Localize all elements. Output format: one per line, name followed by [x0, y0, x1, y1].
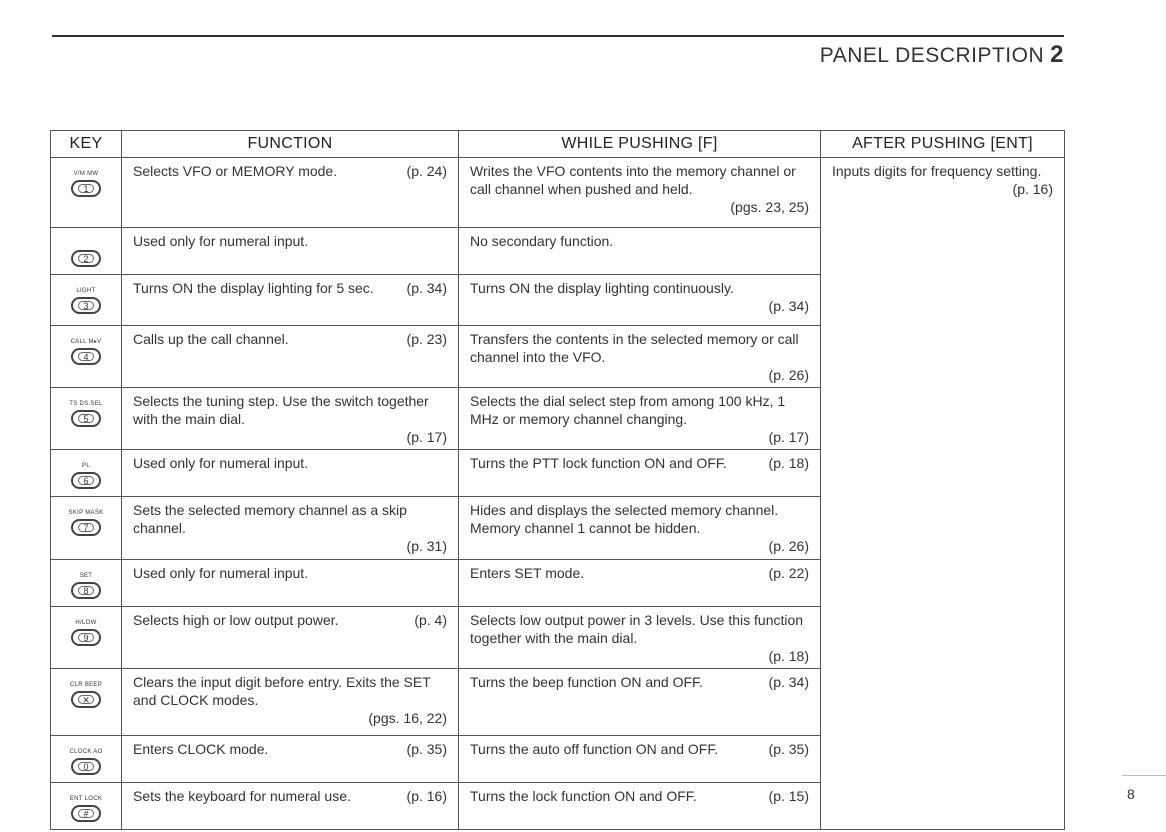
function-text: Used only for numeral input. [133, 565, 309, 581]
function-ref: (p. 24) [406, 163, 447, 179]
while-text: Hides and displays the selected memory channel. Memory channel 1 cannot be hidden. [470, 502, 779, 536]
function-cell [122, 158, 459, 228]
function-ref: (p. 23) [406, 331, 447, 347]
after-ref: (p. 16) [1012, 181, 1053, 197]
key-cell [51, 560, 122, 607]
keypad-button-icon [71, 629, 101, 646]
section-title: PANEL DESCRIPTION [819, 44, 1045, 67]
while-text: Turns the lock function ON and OFF. [470, 788, 697, 804]
key-function-table [50, 130, 1065, 830]
key-digit: ✕ [78, 695, 94, 704]
function-text: Sets the selected memory channel as a skip channel. [133, 502, 407, 536]
key-cell [51, 228, 122, 275]
keypad-button-icon [71, 297, 101, 314]
key-digit: 3 [78, 301, 94, 310]
function-text: Clears the input digit before entry. Exits the SET and CLOCK modes. [133, 674, 431, 708]
function-cell [122, 275, 459, 326]
while-pushing-cell [459, 388, 821, 450]
while-text: Turns ON the display lighting continuously. [470, 280, 734, 296]
function-ref: (p. 34) [406, 280, 447, 296]
key-cell [51, 607, 122, 669]
function-cell [122, 560, 459, 607]
key-digit: 9 [78, 633, 94, 642]
key-secondary-label: PL [82, 463, 90, 469]
while-ref: (p. 26) [768, 367, 809, 383]
while-pushing-cell [459, 497, 821, 560]
keypad-button-icon [71, 519, 101, 536]
while-pushing-cell [459, 607, 821, 669]
while-pushing-cell [459, 560, 821, 607]
key-secondary-label [62, 241, 110, 248]
while-pushing-cell [459, 783, 821, 830]
while-ref: (p. 22) [768, 565, 809, 581]
top-rule [52, 35, 1064, 37]
chapter-number: 2 [1050, 41, 1064, 68]
while-text: Transfers the contents in the selected memory or call channel into the VFO. [470, 331, 799, 365]
while-text: Selects the dial select step from among 100 kHz, 1 MHz or memory channel changing. [470, 393, 786, 427]
function-text: Turns ON the display lighting for 5 sec. [133, 280, 374, 296]
while-pushing-cell [459, 228, 821, 275]
function-text: Used only for numeral input. [133, 455, 309, 471]
key-cell [51, 669, 122, 736]
key-cell [51, 450, 122, 497]
key-secondary-label: V/M MW [73, 171, 99, 177]
while-text: Turns the auto off function ON and OFF. [470, 741, 719, 757]
while-ref: (p. 15) [768, 788, 809, 804]
key-secondary-label: CALL M▸V [70, 339, 102, 345]
after-text: Inputs digits for frequency setting. [832, 163, 1042, 179]
function-ref: (p. 31) [406, 538, 447, 554]
keypad-button-icon [71, 250, 101, 267]
function-cell [122, 388, 459, 450]
while-pushing-cell [459, 326, 821, 388]
key-secondary-label: SKIP MASK [68, 510, 104, 516]
key-digit: 5 [78, 414, 94, 423]
key-digit: 6 [78, 476, 94, 485]
key-cell [51, 158, 122, 228]
key-digit: 8 [78, 586, 94, 595]
function-text: Sets the keyboard for numeral use. [133, 788, 351, 804]
while-text: Selects low output power in 3 levels. Use this function together with the main dial. [470, 612, 804, 646]
keypad-button-icon [71, 691, 101, 708]
keypad-button-icon [71, 758, 101, 775]
function-text: Calls up the call channel. [133, 331, 289, 347]
while-ref: (p. 18) [768, 648, 809, 664]
function-ref: (p. 17) [406, 429, 447, 445]
function-ref: (p. 16) [406, 788, 447, 804]
while-pushing-cell [459, 669, 821, 736]
table-row [51, 158, 1065, 228]
keypad-button-icon [71, 348, 101, 365]
while-ref: (p. 18) [768, 455, 809, 471]
while-pushing-cell [459, 158, 821, 228]
function-cell [122, 736, 459, 783]
function-text: Selects the tuning step. Use the switch together with the main dial. [133, 393, 429, 427]
key-secondary-label: ENT LOCK [69, 796, 103, 802]
while-ref: (p. 35) [768, 741, 809, 757]
function-cell [122, 326, 459, 388]
while-ref: (pgs. 23, 25) [730, 199, 809, 215]
key-digit: 1 [78, 184, 94, 193]
key-secondary-label: TS DS.SEL [69, 401, 103, 407]
function-text: Used only for numeral input. [133, 233, 309, 249]
while-pushing-cell [459, 736, 821, 783]
header-after-pushing: AFTER PUSHING [ENT] [821, 131, 1065, 158]
key-secondary-label: CLOCK AO [69, 749, 103, 755]
keypad-button-icon [71, 472, 101, 489]
key-digit: 2 [78, 254, 94, 263]
while-ref: (p. 34) [768, 674, 809, 690]
function-text: Selects high or low output power. [133, 612, 339, 628]
key-digit: # [78, 809, 94, 818]
function-cell [122, 228, 459, 275]
corner-line [1122, 775, 1166, 776]
function-ref: (p. 35) [406, 741, 447, 757]
header-key: KEY [51, 131, 122, 158]
key-cell [51, 388, 122, 450]
while-text: No secondary function. [470, 233, 614, 249]
key-secondary-label: CLR BEEP [69, 682, 103, 688]
while-text: Turns the PTT lock function ON and OFF. [470, 455, 727, 471]
function-ref: (pgs. 16, 22) [368, 710, 447, 726]
key-cell [51, 326, 122, 388]
key-digit: 0 [78, 762, 94, 771]
key-secondary-label: SET [79, 573, 93, 579]
header-function: FUNCTION [122, 131, 459, 158]
keypad-button-icon [71, 410, 101, 427]
key-secondary-label: LIGHT [76, 288, 96, 294]
while-text: Enters SET mode. [470, 565, 585, 581]
function-cell [122, 497, 459, 560]
keypad-button-icon [71, 180, 101, 197]
function-ref: (p. 4) [414, 612, 447, 628]
key-secondary-label: H/LOW [75, 620, 97, 626]
after-pushing-cell [821, 158, 1065, 830]
while-text: Turns the beep function ON and OFF. [470, 674, 703, 690]
while-ref: (p. 26) [768, 538, 809, 554]
page-number: 8 [1127, 786, 1135, 802]
page-header [820, 41, 1064, 69]
while-pushing-cell [459, 450, 821, 497]
key-digit: 7 [78, 523, 94, 532]
function-text: Enters CLOCK mode. [133, 741, 269, 757]
key-cell [51, 736, 122, 783]
function-cell [122, 669, 459, 736]
function-cell [122, 783, 459, 830]
while-text: Writes the VFO contents into the memory channel or call channel when pushed and held. [470, 163, 796, 197]
while-ref: (p. 34) [768, 298, 809, 314]
header-while-pushing: WHILE PUSHING [F] [459, 131, 821, 158]
key-digit: 4 [78, 352, 94, 361]
while-pushing-cell [459, 275, 821, 326]
keypad-button-icon [71, 582, 101, 599]
key-cell [51, 783, 122, 830]
function-cell [122, 607, 459, 669]
table-header-row [51, 131, 1065, 158]
function-cell [122, 450, 459, 497]
function-text: Selects VFO or MEMORY mode. [133, 163, 338, 179]
keypad-button-icon [71, 805, 101, 822]
key-cell [51, 497, 122, 560]
key-cell [51, 275, 122, 326]
while-ref: (p. 17) [768, 429, 809, 445]
